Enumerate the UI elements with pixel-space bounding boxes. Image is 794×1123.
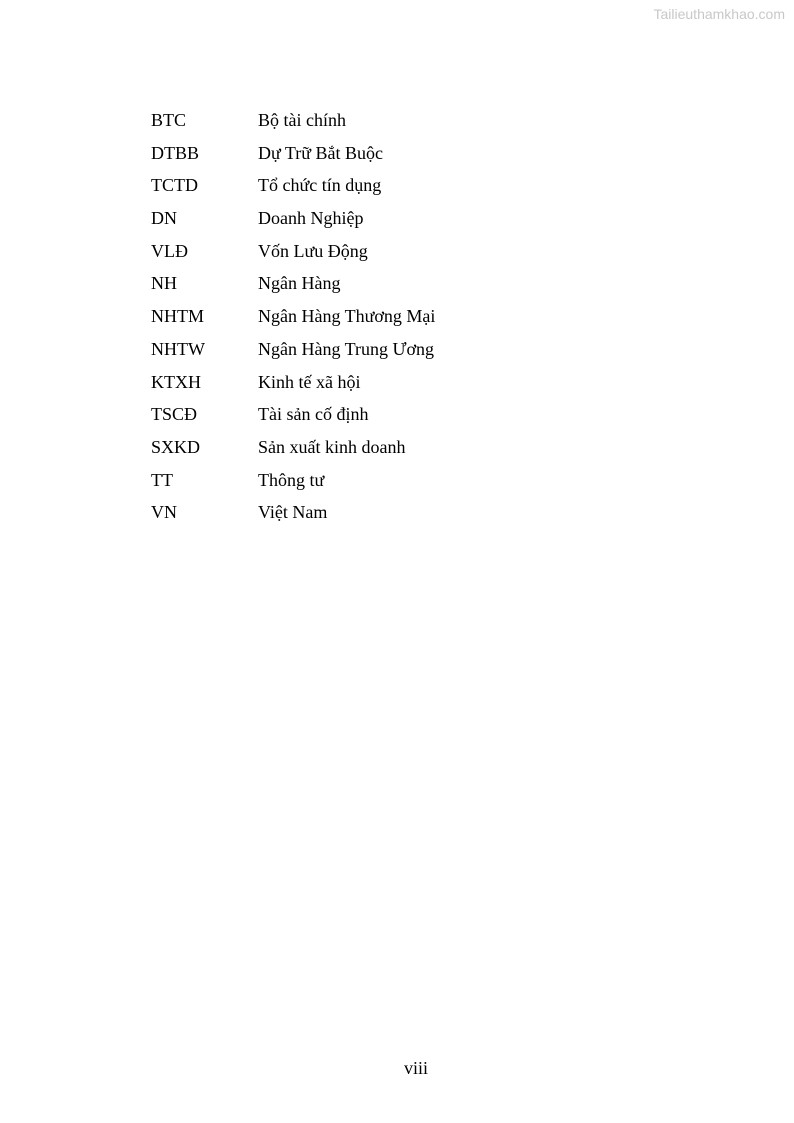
abbreviation: NH bbox=[151, 273, 177, 294]
abbreviation-row bbox=[151, 206, 435, 239]
abbreviation-row bbox=[151, 468, 435, 501]
abbreviation: KTXH bbox=[151, 371, 201, 392]
abbreviation-meaning: Ngân Hàng Thương Mại bbox=[258, 306, 436, 327]
abbreviation-row bbox=[151, 402, 435, 435]
abbreviation: TCTD bbox=[151, 175, 198, 196]
abbreviation: VN bbox=[151, 502, 177, 523]
abbreviation-list bbox=[151, 108, 435, 533]
abbreviation: VLĐ bbox=[151, 240, 188, 261]
abbreviation-meaning: Kinh tế xã hội bbox=[258, 371, 361, 392]
abbreviation-meaning: Dự Trữ Bắt Buộc bbox=[258, 142, 384, 163]
abbreviation: NHTW bbox=[151, 338, 205, 359]
abbreviation-row bbox=[151, 141, 435, 174]
abbreviation: BTC bbox=[151, 110, 187, 130]
abbreviation-row bbox=[151, 337, 435, 370]
abbreviation-meaning: Sản xuất kinh doanh bbox=[258, 436, 406, 457]
abbreviation-meaning: Tài sản cố định bbox=[258, 404, 369, 425]
abbreviation-row bbox=[151, 108, 435, 141]
abbreviation: TT bbox=[151, 469, 173, 490]
watermark: Tailieuthamkhao.com bbox=[653, 6, 785, 22]
abbreviation-row bbox=[151, 370, 435, 403]
abbreviation-meaning: Ngân Hàng Trung Ương bbox=[258, 338, 434, 359]
abbreviation-row bbox=[151, 435, 435, 468]
abbreviation-meaning: Doanh Nghiệp bbox=[258, 208, 364, 229]
abbreviation-row bbox=[151, 500, 435, 533]
abbreviation-meaning: Bộ tài chính bbox=[258, 110, 346, 130]
abbreviation-meaning: Thông tư bbox=[258, 469, 325, 490]
abbreviation-meaning: Vốn Lưu Động bbox=[258, 240, 368, 261]
abbreviation: DTBB bbox=[151, 142, 200, 163]
abbreviation: TSCĐ bbox=[151, 404, 198, 425]
page-number: viii bbox=[403, 1058, 428, 1078]
abbreviation-meaning: Việt Nam bbox=[258, 502, 328, 523]
abbreviation: SXKD bbox=[151, 436, 201, 457]
abbreviation: NHTM bbox=[151, 306, 204, 327]
abbreviation-meaning: Tổ chức tín dụng bbox=[258, 175, 382, 196]
abbreviation-meaning: Ngân Hàng bbox=[258, 273, 341, 294]
abbreviation: DN bbox=[151, 208, 177, 229]
abbreviation-row bbox=[151, 271, 435, 304]
abbreviation-row bbox=[151, 239, 435, 272]
abbreviation-row bbox=[151, 304, 435, 337]
abbreviation-row bbox=[151, 173, 435, 206]
